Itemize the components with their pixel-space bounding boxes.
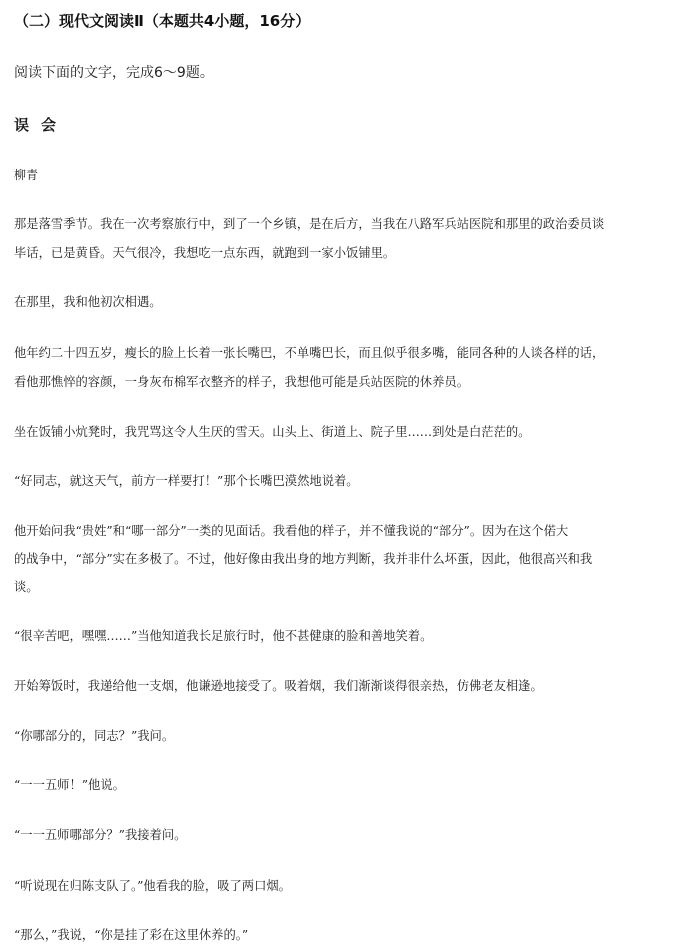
paragraph-line: “你哪部分的，同志？”我问。	[14, 729, 175, 743]
paragraph-line: 的战争中，“部分”实在多极了。不过，他好像由我出身的地方判断，我并非什么坏蛋，因此，他很高兴和我	[14, 552, 593, 566]
paragraph-line: “很辛苦吧，嘿嘿……”当他知道我长足旅行时，他不甚健康的脸和善地笑着。	[14, 629, 433, 643]
paragraph-line: 坐在饭铺小炕凳时，我咒骂这令人生厌的雪天。山头上、街道上、院子里……到处是白茫茫的。	[14, 425, 531, 439]
paragraph-line: “一一五师！”他说。	[14, 778, 125, 792]
paragraph-line: 开始筹饭时，我递给他一支烟，他谦逊地接受了。吸着烟，我们渐渐谈得很亲热，仿佛老友相逢。	[14, 679, 543, 693]
paragraph-line: “一一五师哪部分？”我接着问。	[14, 828, 187, 842]
paragraph-line: 看他那憔悴的容颜，一身灰布棉军衣整齐的样子，我想他可能是兵站医院的休养员。	[14, 375, 469, 389]
paragraph-line: 他开始问我“贵姓”和“哪一部分”一类的见面话。我看他的样子，并不懂我说的“部分”。因为在这个偌大	[14, 524, 569, 538]
paragraph-line: 在那里，我和他初次相遇。	[14, 295, 162, 309]
story-title: 误会	[14, 116, 69, 134]
instruction-text: 阅读下面的文字，完成6～9题。	[14, 65, 214, 81]
paragraph-line: 那是落雪季节。我在一次考察旅行中，到了一个乡镇，是在后方，当我在八路军兵站医院和那里的政治委员谈	[14, 217, 605, 231]
paragraph-line: 他年约二十四五岁，瘦长的脸上长着一张长嘴巴，不单嘴巴长，而且似乎很多嘴，能同各种的人谈各样的话，	[14, 346, 605, 360]
section-heading: （二）现代文阅读Ⅱ（本题共4小题，16分）	[14, 12, 311, 30]
story-author: 柳青	[14, 168, 39, 182]
paragraph-line: 谈。	[14, 580, 39, 594]
paragraph-line: 毕话，已是黄昏。天气很冷，我想吃一点东西，就跑到一家小饭铺里。	[14, 246, 396, 260]
paragraph-line: “好同志，就这天气，前方一样要打！”那个长嘴巴漠然地说着。	[14, 474, 359, 488]
paragraph-line: “那么，”我说，“你是挂了彩在这里休养的。”	[14, 928, 249, 942]
paragraph-line: “听说现在归陈支队了。”他看我的脸，吸了两口烟。	[14, 879, 291, 893]
